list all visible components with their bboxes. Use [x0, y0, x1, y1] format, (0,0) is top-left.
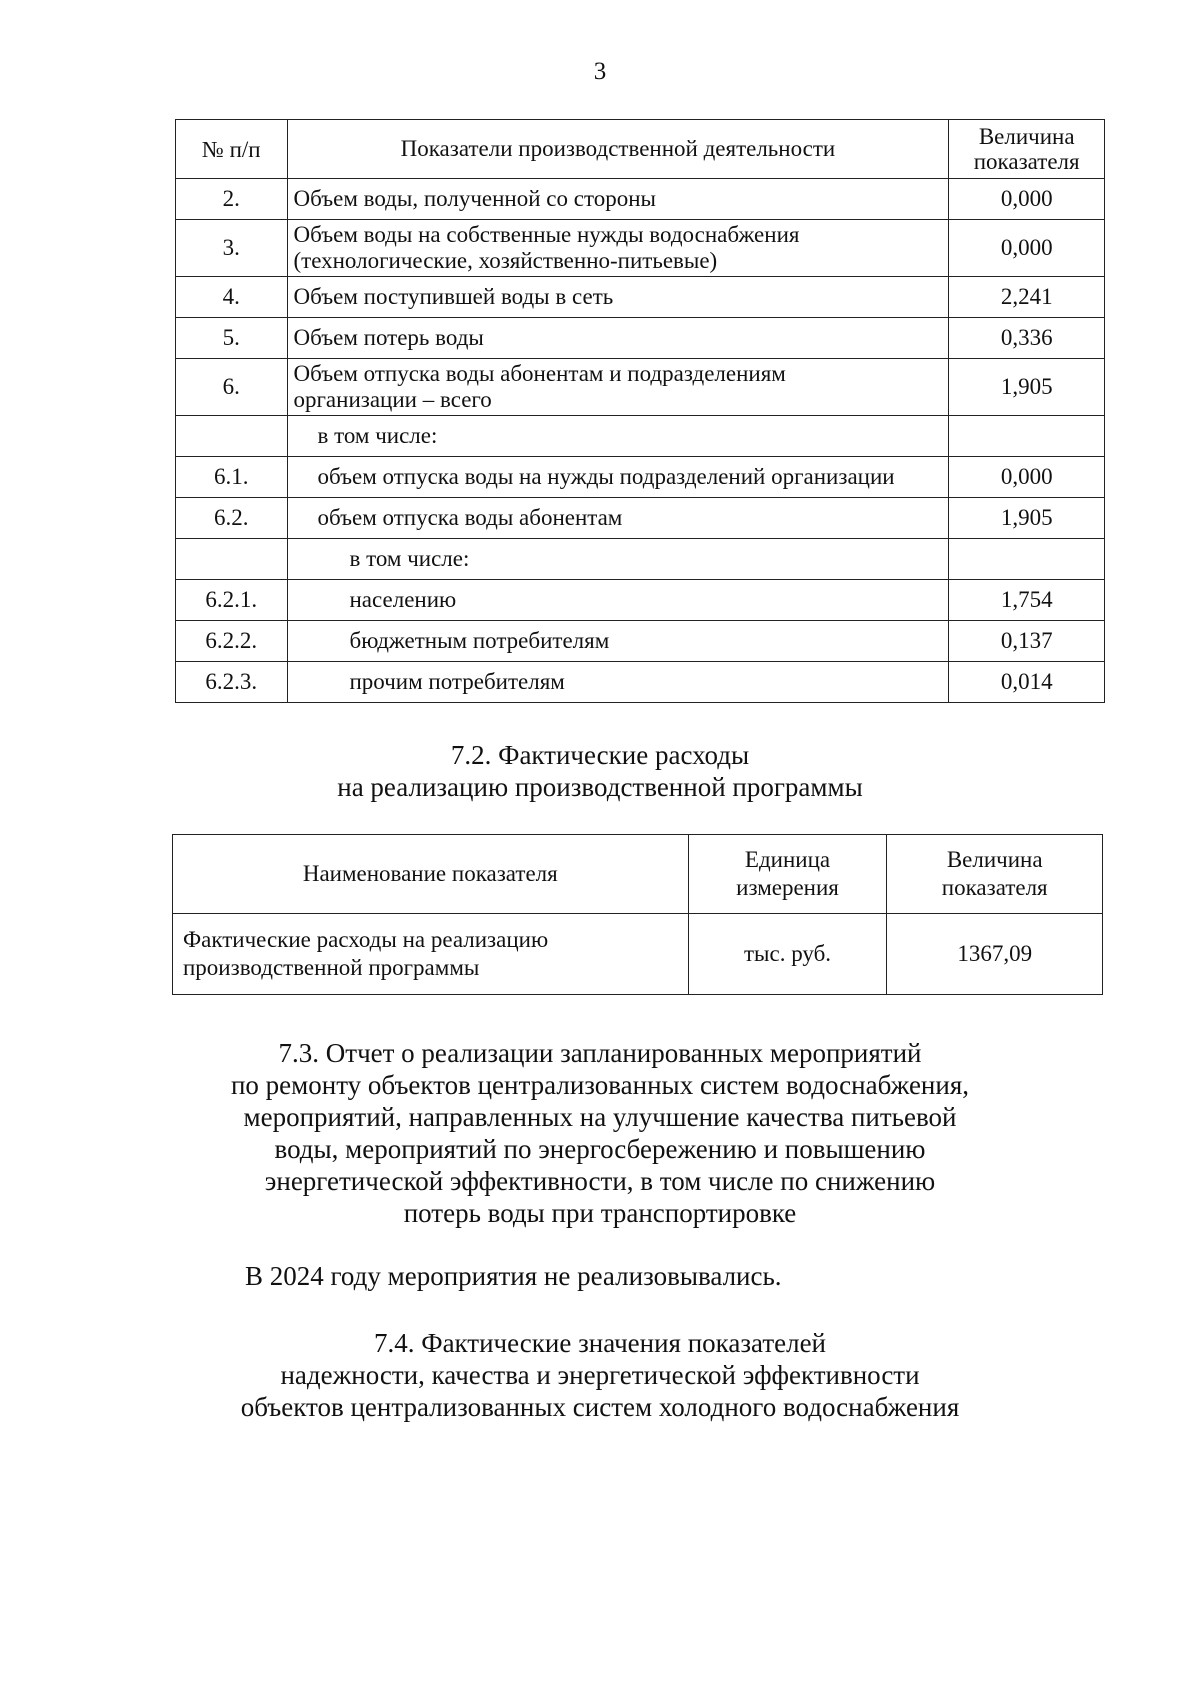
section-heading-7-3	[0, 1037, 1200, 1229]
row-value: 1,905	[949, 359, 1105, 416]
row-num	[176, 416, 288, 457]
row-text: в том числе:	[287, 539, 949, 580]
paragraph-2024: В 2024 году мероприятия не реализовывались.	[245, 1261, 782, 1291]
heading-line: 7.4. Фактические значения показателей	[373, 1328, 827, 1358]
row-name	[173, 914, 689, 995]
heading-line: 7.3. Отчет о реализации запланированных мероприятий	[278, 1038, 922, 1068]
row-value	[949, 539, 1105, 580]
table-row	[176, 498, 1105, 539]
header-num: № п/п	[176, 120, 288, 179]
row-value: 0,336	[949, 318, 1105, 359]
heading-line: 7.2. Фактические расходы	[450, 740, 750, 770]
row-value: 0,000	[949, 179, 1105, 220]
row-name-line1: Фактические расходы на реализацию	[183, 927, 549, 952]
row-text: Объем воды, полученной со стороны	[287, 179, 949, 220]
row-value: 1367,09	[887, 914, 1103, 995]
row-text: объем отпуска воды абонентам	[287, 498, 949, 539]
row-value: 0,014	[949, 662, 1105, 703]
heading-line: объектов централизованных систем холодного водоснабжения	[240, 1392, 960, 1422]
heading-line: по ремонту объектов централизованных систем водоснабжения,	[230, 1070, 970, 1100]
table-row	[173, 914, 1103, 995]
row-text: Объем поступившей воды в сеть	[287, 277, 949, 318]
row-num: 6.2.	[176, 498, 288, 539]
header-value-line2: показателя	[973, 149, 1080, 174]
row-value: 1,754	[949, 580, 1105, 621]
header-unit	[688, 835, 887, 914]
row-text-line2: организации – всего	[293, 387, 492, 412]
row-text	[287, 359, 949, 416]
row-num: 3.	[176, 220, 288, 277]
row-value: 1,905	[949, 498, 1105, 539]
section-heading-7-2	[0, 739, 1200, 803]
row-num: 6.	[176, 359, 288, 416]
heading-line: надежности, качества и энергетической эффективности	[280, 1360, 920, 1390]
header-value-line1: Величина	[946, 847, 1043, 872]
row-text: прочим потребителям	[287, 662, 949, 703]
header-unit-line1: Единица	[744, 847, 831, 872]
row-num: 2.	[176, 179, 288, 220]
table-row	[176, 359, 1105, 416]
section-heading-7-4	[0, 1327, 1200, 1423]
row-value	[949, 416, 1105, 457]
row-num: 6.2.2.	[176, 621, 288, 662]
table-header-row	[176, 120, 1105, 179]
table-row	[176, 457, 1105, 498]
table-row	[176, 179, 1105, 220]
row-text: Объем потерь воды	[287, 318, 949, 359]
row-text: бюджетным потребителям	[287, 621, 949, 662]
table-row	[176, 220, 1105, 277]
table-header-row	[173, 835, 1103, 914]
row-text	[287, 220, 949, 277]
header-value-line1: Величина	[978, 124, 1075, 149]
row-num	[176, 539, 288, 580]
table-row	[176, 580, 1105, 621]
table-row	[176, 539, 1105, 580]
production-indicators-table	[175, 119, 1105, 703]
header-unit-line2: измерения	[736, 875, 839, 900]
table-row	[176, 621, 1105, 662]
row-text-line2: (технологические, хозяйственно-питьевые)	[293, 248, 718, 273]
row-value: 0,000	[949, 457, 1105, 498]
header-value	[887, 835, 1103, 914]
row-num: 6.2.1.	[176, 580, 288, 621]
row-num: 4.	[176, 277, 288, 318]
header-indicator: Показатели производственной деятельности	[287, 120, 949, 179]
header-name: Наименование показателя	[173, 835, 689, 914]
row-unit: тыс. руб.	[688, 914, 887, 995]
row-text: населению	[287, 580, 949, 621]
heading-line: воды, мероприятий по энергосбережению и повышению	[274, 1134, 926, 1164]
row-text-line1: Объем воды на собственные нужды водоснабжения	[293, 222, 800, 247]
table-row	[176, 416, 1105, 457]
heading-line: мероприятий, направленных на улучшение качества питьевой	[243, 1102, 957, 1132]
heading-line: энергетической эффективности, в том числе по снижению	[264, 1166, 936, 1196]
actual-expenses-table	[172, 834, 1103, 995]
row-text: в том числе:	[287, 416, 949, 457]
page-number: 3	[593, 58, 607, 85]
row-value: 0,000	[949, 220, 1105, 277]
table-row	[176, 277, 1105, 318]
heading-line: потерь воды при транспортировке	[403, 1198, 797, 1228]
table-row	[176, 318, 1105, 359]
row-num: 6.1.	[176, 457, 288, 498]
row-value: 2,241	[949, 277, 1105, 318]
row-value: 0,137	[949, 621, 1105, 662]
row-text-line1: Объем отпуска воды абонентам и подразделениям	[293, 361, 786, 386]
heading-line: на реализацию производственной программы	[337, 772, 863, 802]
header-value	[949, 120, 1105, 179]
row-num: 6.2.3.	[176, 662, 288, 703]
table-row	[176, 662, 1105, 703]
row-name-line2: производственной программы	[183, 955, 480, 980]
header-value-line2: показателя	[941, 875, 1048, 900]
row-num: 5.	[176, 318, 288, 359]
row-text: объем отпуска воды на нужды подразделений организации	[287, 457, 949, 498]
